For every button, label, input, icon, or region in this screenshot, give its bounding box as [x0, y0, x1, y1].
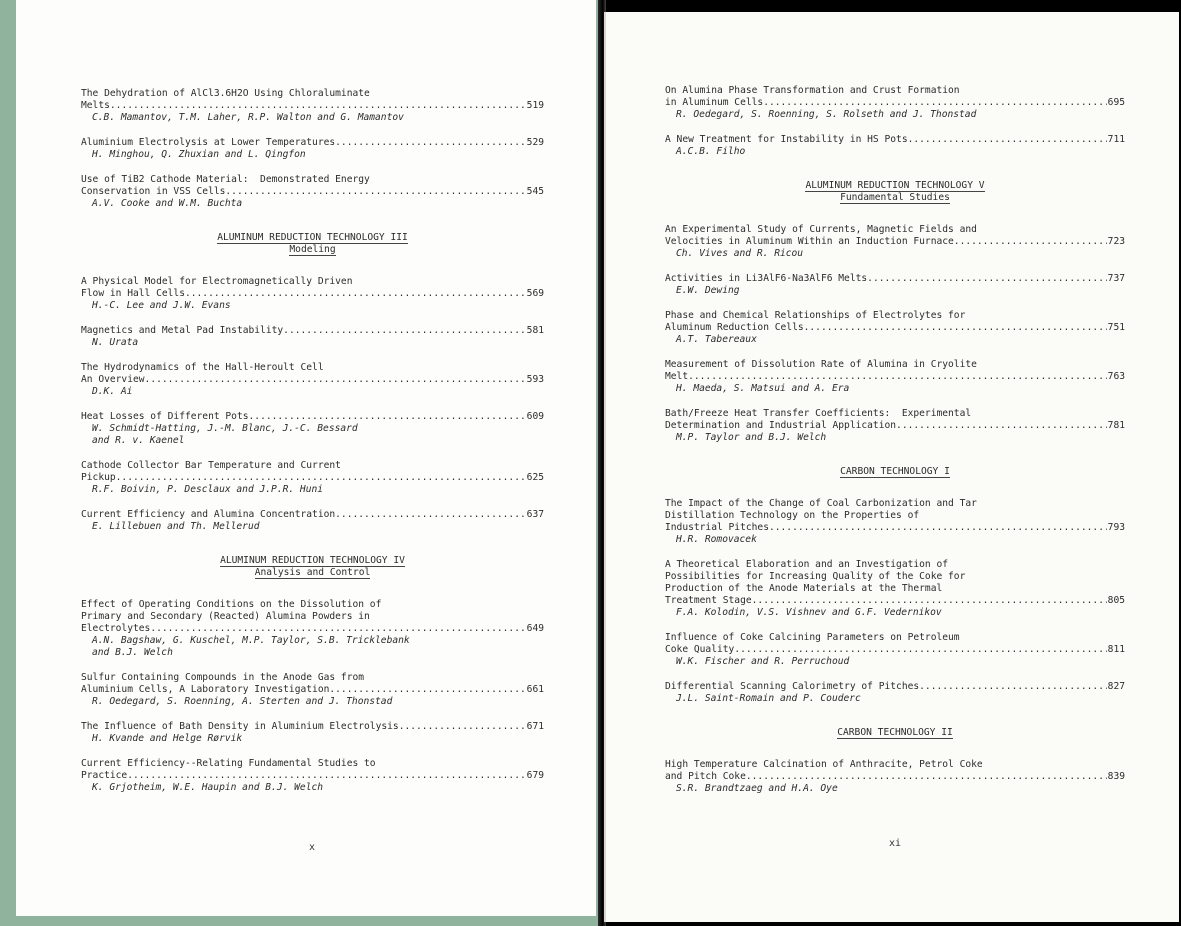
contents-entry	[665, 134, 1125, 158]
entry-page-number: 737	[1107, 273, 1125, 284]
entry-title-leader-line	[665, 322, 1125, 334]
dot-leader	[752, 595, 1107, 607]
entry-title-final-line: Coke Quality	[665, 644, 735, 655]
contents-entry	[665, 759, 1125, 795]
entry-title-final-line: Industrial Pitches	[665, 522, 769, 533]
entry-title-line: Cathode Collector Bar Temperature and Current	[81, 460, 341, 471]
contents-entry	[81, 411, 544, 447]
entry-title-final-line: Aluminum Reduction Cells	[665, 322, 804, 333]
entry-authors: K. Grjotheim, W.E. Haupin and B.J. Welch	[92, 782, 324, 793]
entry-title-final-line: Pickup	[81, 472, 116, 483]
dot-leader	[769, 522, 1107, 534]
contents-entry	[665, 632, 1125, 668]
section-heading	[81, 555, 544, 579]
entry-title-line: Sulfur Containing Compounds in the Anode Gas from	[81, 672, 365, 683]
contents-entry	[665, 224, 1125, 260]
entry-title-final-line: An Overview	[81, 374, 145, 385]
entry-title-line: Current Efficiency--Relating Fundamental Studies to	[81, 758, 376, 769]
entry-title-final-line: A New Treatment for Instability in HS Pots	[665, 134, 908, 145]
entry-authors: J.L. Saint-Romain and P. Couderc	[676, 693, 861, 704]
dot-leader	[746, 771, 1107, 783]
entry-page-number: 679	[526, 770, 544, 781]
entry-page-number: 805	[1107, 595, 1125, 606]
contents-entry	[81, 325, 544, 349]
dot-leader	[150, 623, 525, 635]
entry-title-final-line: Melt	[665, 371, 689, 382]
dot-leader	[896, 420, 1107, 432]
section-heading	[665, 180, 1125, 204]
entry-page-number: 545	[526, 186, 544, 197]
dot-leader	[908, 134, 1107, 146]
entry-title-final-line: Current Efficiency and Alumina Concentration	[81, 509, 336, 520]
entry-title-final-line: Determination and Industrial Application	[665, 420, 897, 431]
entry-title-line: Distillation Technology on the Properties of	[665, 510, 920, 521]
entry-page-number: 751	[1107, 322, 1125, 333]
entry-page-number: 781	[1107, 420, 1125, 431]
entry-authors: A.N. Bagshaw, G. Kuschel, M.P. Taylor, S.B. Tricklebank	[92, 635, 410, 646]
entry-authors: R.F. Boivin, P. Desclaux and J.P.R. Huni	[92, 484, 324, 495]
entry-page-number: 793	[1107, 522, 1125, 533]
entry-authors: D.K. Ai	[92, 386, 133, 397]
entry-title-line: High Temperature Calcination of Anthracite, Petrol Coke	[665, 759, 983, 770]
entry-title-final-line: The Influence of Bath Density in Aluminium Electrolysis	[81, 721, 399, 732]
contents-entry	[81, 174, 544, 210]
dot-leader	[283, 325, 526, 337]
section-title: ALUMINUM REDUCTION TECHNOLOGY IV	[220, 555, 405, 566]
dot-leader	[399, 721, 526, 733]
entry-authors: S.R. Brandtzaeg and H.A. Oye	[676, 783, 838, 794]
entry-authors: A.C.B. Filho	[676, 146, 746, 157]
entry-title-line: Phase and Chemical Relationships of Electrolytes for	[665, 310, 966, 321]
entry-title-leader-line	[665, 134, 1125, 146]
entry-title-line: Possibilities for Increasing Quality of the Coke for	[665, 571, 966, 582]
entry-title-final-line: Aluminium Electrolysis at Lower Temperatures	[81, 137, 336, 148]
entry-title-leader-line	[81, 288, 544, 300]
entry-title-leader-line	[665, 771, 1125, 783]
entry-title-final-line: Flow in Hall Cells	[81, 288, 185, 299]
entry-authors: E. Lillebuen and Th. Mellerud	[92, 521, 260, 532]
entry-page-number: 723	[1107, 236, 1125, 247]
contents-entry	[81, 460, 544, 496]
contents-entry	[81, 599, 544, 659]
entry-authors: W.K. Fischer and R. Perruchoud	[676, 656, 850, 667]
entry-title-leader-line	[81, 137, 544, 149]
entry-title-leader-line	[81, 509, 544, 521]
dot-leader	[763, 97, 1106, 109]
dot-leader	[919, 681, 1107, 693]
entry-page-number: 519	[526, 100, 544, 111]
entry-title-final-line: Practice	[81, 770, 128, 781]
dot-leader	[329, 684, 525, 696]
entry-title-leader-line	[665, 420, 1125, 432]
dot-leader	[225, 186, 525, 198]
entry-title-line: Production of the Anode Materials at the Thermal	[665, 583, 943, 594]
entry-title-line: The Impact of the Change of Coal Carbonization and Tar	[665, 498, 977, 509]
entry-page-number: 811	[1107, 644, 1125, 655]
entry-page-number: 569	[526, 288, 544, 299]
contents-entry	[81, 137, 544, 161]
entry-title-line: On Alumina Phase Transformation and Crust Formation	[665, 85, 960, 96]
dot-leader	[335, 509, 526, 521]
entry-page-number: 637	[526, 509, 544, 520]
entry-title-leader-line	[665, 236, 1125, 248]
entry-title-final-line: Heat Losses of Different Pots	[81, 411, 249, 422]
dot-leader	[249, 411, 526, 423]
entry-title-leader-line	[81, 100, 544, 112]
entry-title-leader-line	[665, 371, 1125, 383]
entry-authors: H.R. Romovacek	[676, 534, 757, 545]
entry-authors: H. Kvande and Helge Rørvik	[92, 733, 243, 744]
dot-leader	[867, 273, 1107, 285]
entry-title-line: A Physical Model for Electromagnetically Driven	[81, 276, 353, 287]
entry-title-line: Bath/Freeze Heat Transfer Coefficients: Experimental	[665, 408, 972, 419]
entry-title-final-line: Conservation in VSS Cells	[81, 186, 226, 197]
section-subtitle: Analysis and Control	[254, 567, 371, 578]
contents-entry	[665, 408, 1125, 444]
entry-title-leader-line	[665, 681, 1125, 693]
entry-title-leader-line	[81, 623, 544, 635]
entry-page-number: 695	[1107, 97, 1125, 108]
entry-authors: and R. v. Kaenel	[92, 435, 185, 446]
entry-title-line: Use of TiB2 Cathode Material: Demonstrated Energy	[81, 174, 370, 185]
entry-authors: Ch. Vives and R. Ricou	[676, 248, 804, 259]
entry-title-final-line: Magnetics and Metal Pad Instability	[81, 325, 284, 336]
contents-entry	[665, 273, 1125, 297]
section-title: ALUMINUM REDUCTION TECHNOLOGY III	[217, 232, 408, 243]
entry-page-number: 711	[1107, 134, 1125, 145]
entry-title-leader-line	[81, 325, 544, 337]
entry-page-number: 529	[526, 137, 544, 148]
contents-entry	[81, 672, 544, 708]
entry-title-leader-line	[81, 411, 544, 423]
entry-title-leader-line	[665, 522, 1125, 534]
entry-title-final-line: Melts	[81, 100, 110, 111]
entry-title-line: Effect of Operating Conditions on the Dissolution of	[81, 599, 382, 610]
entry-title-final-line: in Aluminum Cells	[665, 97, 764, 108]
contents-entry	[665, 559, 1125, 619]
contents-entry	[665, 681, 1125, 705]
entry-authors: R. Oedegard, S. Roenning, S. Rolseth and J. Thonstad	[676, 109, 977, 120]
contents-entry	[665, 85, 1125, 121]
entry-authors: M.P. Taylor and B.J. Welch	[676, 432, 827, 443]
entry-title-leader-line	[81, 770, 544, 782]
section-title: CARBON TECHNOLOGY I	[840, 466, 950, 477]
entry-title-leader-line	[81, 684, 544, 696]
contents-entry	[81, 509, 544, 533]
dot-leader	[804, 322, 1107, 334]
entry-authors: R. Oedegard, S. Roenning, A. Sterten and J. Thonstad	[92, 696, 393, 707]
dot-leader	[110, 100, 526, 112]
entry-page-number: 661	[526, 684, 544, 695]
contents-entry	[81, 758, 544, 794]
contents-entry	[81, 88, 544, 124]
contents-entry	[81, 276, 544, 312]
entry-page-number: 839	[1107, 771, 1125, 782]
entry-title-leader-line	[665, 644, 1125, 656]
entry-title-line: The Dehydration of AlCl3.6H2O Using Chloraluminate	[81, 88, 370, 99]
entry-page-number: 625	[526, 472, 544, 483]
entry-authors: and B.J. Welch	[92, 647, 173, 658]
dot-leader	[185, 288, 526, 300]
section-title: CARBON TECHNOLOGY II	[837, 727, 953, 738]
entry-title-line: A Theoretical Elaboration and an Investigation of	[665, 559, 949, 570]
section-heading	[665, 466, 1125, 478]
entry-title-leader-line	[81, 186, 544, 198]
section-subtitle: Fundamental Studies	[840, 192, 950, 203]
right-page-number: xi	[889, 838, 902, 849]
entry-authors: W. Schmidt-Hatting, J.-M. Blanc, J.-C. Bessard	[92, 423, 358, 434]
contents-entry	[81, 721, 544, 745]
dot-leader	[954, 236, 1107, 248]
entry-title-final-line: Activities in Li3AlF6-Na3AlF6 Melts	[665, 273, 868, 284]
entry-authors: N. Urata	[92, 337, 139, 348]
section-heading	[81, 232, 544, 256]
section-heading	[665, 727, 1125, 739]
entry-page-number: 763	[1107, 371, 1125, 382]
entry-title-leader-line	[81, 721, 544, 733]
right-contents-column	[665, 85, 1125, 808]
entry-authors: A.T. Tabereaux	[676, 334, 757, 345]
dot-leader	[688, 371, 1107, 383]
entry-authors: A.V. Cooke and W.M. Buchta	[92, 198, 243, 209]
entry-title-final-line: Treatment Stage	[665, 595, 752, 606]
dot-leader	[734, 644, 1106, 656]
entry-authors: C.B. Mamantov, T.M. Laher, R.P. Walton and G. Mamantov	[92, 112, 404, 123]
left-contents-column	[81, 88, 544, 807]
entry-page-number: 671	[526, 721, 544, 732]
dot-leader	[145, 374, 526, 386]
entry-title-line: Primary and Secondary (Reacted) Alumina Powders in	[81, 611, 370, 622]
entry-page-number: 649	[526, 623, 544, 634]
entry-title-final-line: Velocities in Aluminum Within an Induction Furnace	[665, 236, 954, 247]
entry-authors: H.-C. Lee and J.W. Evans	[92, 300, 231, 311]
entry-title-leader-line	[665, 273, 1125, 285]
entry-title-leader-line	[665, 97, 1125, 109]
entry-title-line: Influence of Coke Calcining Parameters on Petroleum	[665, 632, 960, 643]
contents-entry	[81, 362, 544, 398]
entry-title-final-line: Differential Scanning Calorimetry of Pitches	[665, 681, 920, 692]
entry-title-line: Measurement of Dissolution Rate of Alumina in Cryolite	[665, 359, 977, 370]
entry-title-leader-line	[81, 472, 544, 484]
section-title: ALUMINUM REDUCTION TECHNOLOGY V	[805, 180, 985, 191]
contents-entry	[665, 498, 1125, 546]
dot-leader	[127, 770, 525, 782]
entry-title-final-line: Aluminium Cells, A Laboratory Investigation	[81, 684, 330, 695]
dot-leader	[335, 137, 526, 149]
dot-leader	[116, 472, 526, 484]
entry-authors: H. Minghou, Q. Zhuxian and L. Qingfon	[92, 149, 306, 160]
entry-page-number: 581	[526, 325, 544, 336]
entry-title-line: The Hydrodynamics of the Hall-Heroult Cell	[81, 362, 324, 373]
left-page-number: x	[309, 842, 316, 853]
entry-title-leader-line	[81, 374, 544, 386]
entry-authors: F.A. Kolodin, V.S. Vishnev and G.F. Vedernikov	[676, 607, 942, 618]
section-subtitle: Modeling	[289, 244, 336, 255]
entry-authors: E.W. Dewing	[676, 285, 740, 296]
entry-title-leader-line	[665, 595, 1125, 607]
entry-authors: H. Maeda, S. Matsui and A. Era	[676, 383, 850, 394]
entry-page-number: 593	[526, 374, 544, 385]
contents-entry	[665, 359, 1125, 395]
entry-title-line: An Experimental Study of Currents, Magnetic Fields and	[665, 224, 977, 235]
entry-page-number: 609	[526, 411, 544, 422]
contents-entry	[665, 310, 1125, 346]
entry-page-number: 827	[1107, 681, 1125, 692]
entry-title-final-line: Electrolytes	[81, 623, 151, 634]
entry-title-final-line: and Pitch Coke	[665, 771, 746, 782]
